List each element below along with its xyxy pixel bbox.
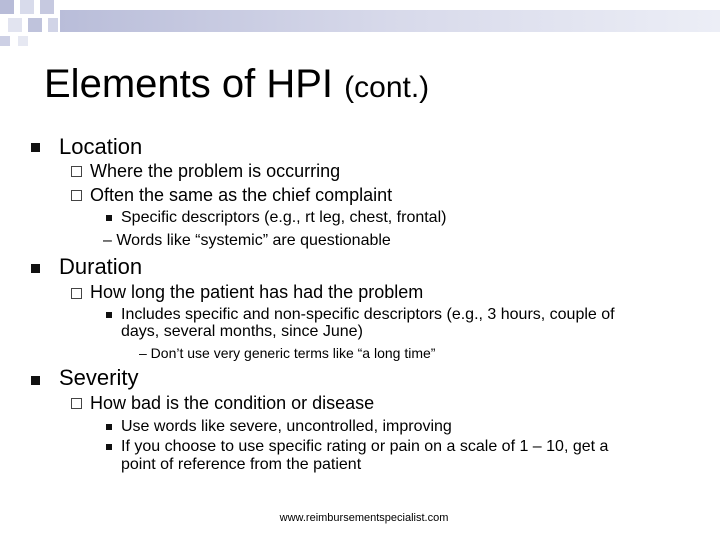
checkbox-bullet-icon [71, 288, 82, 299]
location-sub-item: Specific descriptors (e.g., rt leg, chest, frontal) [121, 209, 447, 226]
slide-title-main: Elements of HPI [44, 62, 334, 106]
severity-sub-item-cont: point of reference from the patient [121, 456, 362, 473]
checkbox-bullet-icon [71, 190, 82, 201]
slide-title [44, 62, 429, 106]
checkbox-bullet-icon [71, 398, 82, 409]
square-bullet-icon [31, 264, 40, 273]
severity-sub-item: Use words like severe, uncontrolled, improving [121, 418, 452, 435]
square-bullet-icon [106, 424, 112, 430]
duration-item: How long the patient has had the problem [90, 282, 424, 302]
location-dash-item: – Words like “systemic” are questionable [103, 232, 391, 249]
location-item: Often the same as the chief complaint [90, 185, 393, 205]
square-bullet-icon [31, 376, 40, 385]
severity-item: How bad is the condition or disease [90, 393, 375, 413]
section-severity-label: Severity [59, 365, 139, 390]
duration-sub-item: Includes specific and non-specific descriptors (e.g., 3 hours, couple of [121, 306, 615, 323]
square-bullet-icon [31, 143, 40, 152]
section-location-label: Location [59, 134, 143, 159]
location-item: Where the problem is occurring [90, 161, 341, 181]
square-bullet-icon [106, 312, 112, 318]
footer-url: www.reimbursementspecialist.com [279, 512, 449, 524]
severity-sub-item: If you choose to use specific rating or pain on a scale of 1 – 10, get a [121, 438, 609, 455]
slide-title-suffix: (cont.) [344, 71, 430, 104]
square-bullet-icon [106, 444, 112, 450]
duration-sub-item-cont: days, several months, since June) [121, 323, 363, 340]
header-decoration [0, 0, 720, 48]
checkbox-bullet-icon [71, 166, 82, 177]
duration-dash-item: – Don’t use very generic terms like “a long time” [139, 345, 436, 361]
square-bullet-icon [106, 215, 112, 221]
section-duration-label: Duration [59, 254, 143, 279]
